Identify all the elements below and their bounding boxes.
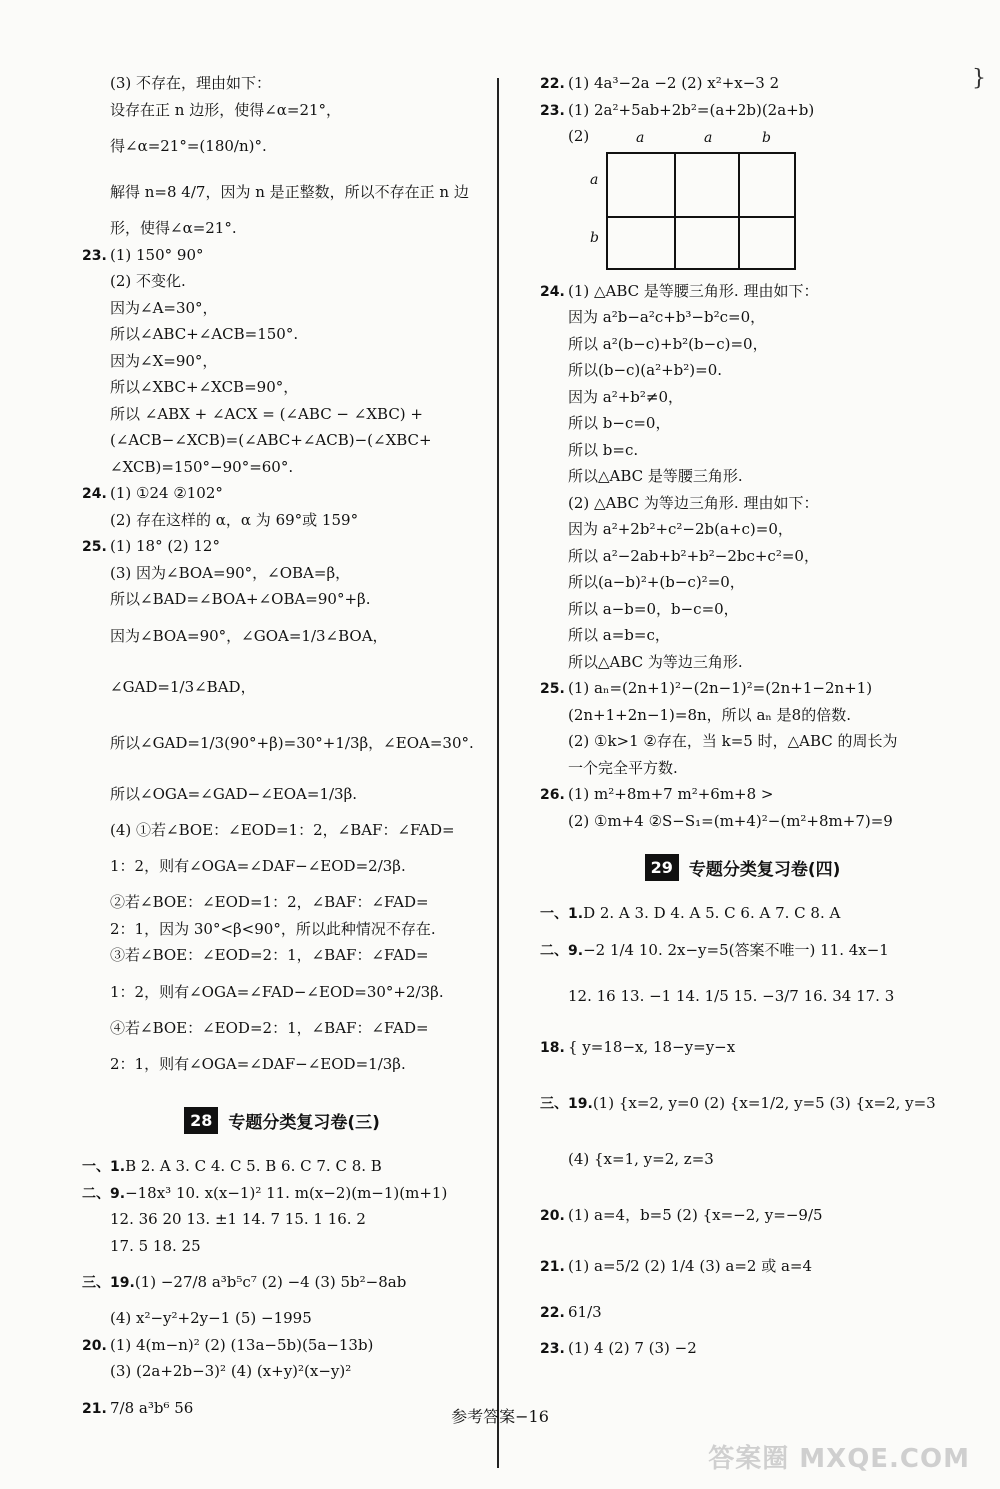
answer-text: 所以∠ABC+∠ACB=150°. [110, 325, 299, 343]
answer-line [540, 596, 945, 623]
column-divider [497, 78, 499, 1468]
answer-line [540, 1075, 945, 1131]
answer-text: 所以(a−b)²+(b−c)²=0， [568, 573, 745, 591]
answer-text: (1) a=4，b=5 (2) {x=−2, y=−9/5 [568, 1205, 823, 1224]
answer-line [82, 454, 482, 481]
answer-line [540, 123, 945, 150]
answer-line [82, 401, 482, 428]
answer-text: 得∠α=21°=(180/n)°. [110, 137, 267, 155]
answer-line [540, 384, 945, 411]
answer-text: (2) 存在这样的 α，α 为 69°或 159° [110, 510, 359, 529]
answer-text: 所以 a=b=c， [568, 626, 670, 644]
answer-text: D 2. A 3. D 4. A 5. C 6. A 7. C 8. A [583, 904, 841, 922]
answer-text: 所以 a²(b−c)+b²(b−c)=0， [568, 334, 768, 353]
answer-text: 一个完全平方数. [568, 758, 678, 777]
answer-text: 设存在正 n 边形，使得∠α=21°， [110, 100, 342, 119]
answer-text: (3) (2a+2b−3)² (4) (x+y)²(x−y)² [110, 1362, 352, 1380]
right-column [540, 70, 945, 1361]
answer-line [82, 659, 482, 715]
answer-line [540, 1019, 945, 1075]
rectangle-grid-figure [590, 129, 846, 272]
answer-line [540, 569, 945, 596]
answer-text: (4) ①若∠BOE：∠EOD=1：2，∠BAF：∠FAD= [110, 820, 455, 839]
answer-line [540, 808, 945, 835]
grid-outline [606, 152, 796, 270]
question-number: 23. [82, 247, 107, 264]
answer-line [540, 278, 945, 305]
question-number: 二、9. [540, 942, 584, 959]
answer-line [82, 586, 482, 613]
answer-line [82, 348, 482, 375]
answer-text: (2) ①m+4 ②S−S₁=(m+4)²−(m²+8m+7)=9 [568, 811, 893, 830]
question-number: 22. [540, 1304, 565, 1321]
answer-text: (2) [568, 127, 590, 145]
answer-text: (4) {x=1, y=2, z=3 [568, 1149, 714, 1168]
section-number: 28 [184, 1107, 218, 1134]
answer-line [82, 97, 482, 124]
answer-line [540, 490, 945, 517]
right-answers-2 [540, 278, 945, 835]
grid-line [674, 154, 676, 268]
answer-text: 1：2，则有∠OGA=∠DAF−∠EOD=2/3β. [110, 857, 406, 875]
answer-line [540, 675, 945, 702]
answer-line [540, 1131, 945, 1187]
grid-line [738, 154, 740, 268]
answer-text: (1) m²+8m+7 m²+6m+8 > [568, 785, 774, 803]
watermark-logo: 答案圈 MXQE.COM [708, 1444, 970, 1474]
answer-line [540, 973, 945, 1019]
left-column [82, 70, 482, 1431]
answer-text: B 2. A 3. C 4. C 5. B 6. C 7. C 8. B [125, 1157, 382, 1175]
question-number: 26. [540, 787, 565, 803]
answer-line [82, 715, 482, 771]
question-number: 22. [540, 76, 565, 92]
answer-line [82, 1332, 482, 1359]
answer-line [82, 560, 482, 587]
answer-line [540, 357, 945, 384]
answer-line [82, 1233, 482, 1260]
answer-line [540, 304, 945, 331]
answer-line [82, 1015, 482, 1042]
answer-text: (3) 因为∠BOA=90°，∠OBA=β， [110, 563, 351, 582]
answer-line [82, 1180, 482, 1207]
answer-line [82, 969, 482, 1015]
answer-line [82, 169, 482, 215]
answer-text: { y=18−x, 18−y=y−x [568, 1037, 736, 1056]
question-number: 23. [540, 102, 565, 119]
answer-line [82, 268, 482, 295]
answer-line [82, 613, 482, 659]
question-number: 24. [540, 283, 565, 300]
answer-line [540, 70, 945, 97]
question-number: 三、19. [540, 1095, 593, 1112]
answer-text: 所以 a²−2ab+b²+b²−2bc+c²=0， [568, 546, 819, 565]
answer-text: (2) △ABC 为等边三角形. 理由如下： [568, 493, 819, 512]
section-28-title [82, 1093, 482, 1147]
label-a-left: a [590, 171, 599, 188]
answer-line [540, 1243, 945, 1289]
answer-line [82, 242, 482, 269]
answer-text: 因为∠A=30°， [110, 298, 218, 317]
section-number: 29 [645, 854, 679, 881]
answer-text: 因为∠X=90°， [110, 351, 218, 370]
answer-text: 所以△ABC 是等腰三角形. [568, 467, 743, 485]
answer-text: (1) 4(m−n)² (2) (13a−5b)(5a−13b) [110, 1335, 374, 1354]
question-number: 一、1. [540, 906, 584, 922]
answer-text: 形，使得∠α=21°. [110, 219, 237, 237]
answer-text: ∠XCB)=150°−90°=60°. [110, 457, 294, 476]
answer-line [82, 1153, 482, 1180]
answer-text: (4) x²−y²+2y−1 (5) −1995 [110, 1309, 312, 1327]
answer-line [82, 480, 482, 507]
answer-line [82, 1305, 482, 1332]
answer-text: 17. 5 18. 25 [110, 1236, 201, 1255]
answer-line [82, 843, 482, 889]
answer-line [82, 942, 482, 969]
answer-text: 61/3 [568, 1302, 602, 1321]
answer-text: 12. 16 13. −1 14. 1/5 15. −3/7 16. 34 17. 3 [568, 986, 895, 1005]
answer-text: 所以 a−b=0，b−c=0， [568, 599, 739, 618]
answer-text: ②若∠BOE：∠EOD=1：2，∠BAF：∠FAD= [110, 893, 429, 911]
section-name: 专题分类复习卷(四) [688, 859, 841, 880]
answer-text: (1) {x=2, y=0 (2) {x=1/2, y=5 (3) {x=2, y=3 [592, 1093, 936, 1112]
answer-text: (1) △ABC 是等腰三角形. 理由如下： [568, 281, 819, 300]
answer-text: 7/8 a³b⁶ 56 [110, 1398, 194, 1417]
answer-text: 所以∠GAD=1/3(90°+β)=30°+1/3β，∠EOA=30°. [110, 733, 474, 752]
answer-line [540, 410, 945, 437]
section-29-answers [540, 900, 945, 1361]
answer-text: 所以∠XBC+∠XCB=90°， [110, 378, 299, 396]
answer-text: 所以(b−c)(a²+b²)=0. [568, 361, 722, 379]
answer-text: (1) ①24 ②102° [110, 484, 223, 502]
answer-text: 所以 b−c=0， [568, 414, 671, 432]
answer-text: (2n+1+2n−1)=8n，所以 aₙ 是8的倍数. [568, 705, 851, 724]
question-number: 25. [540, 681, 565, 697]
question-number: 二、9. [82, 1185, 126, 1202]
answer-text: 所以 ∠ABX + ∠ACX = (∠ABC − ∠XBC) + [110, 404, 423, 423]
answer-line [82, 916, 482, 943]
question-number: 21. [82, 1400, 107, 1417]
answer-text: ∠GAD=1/3∠BAD， [110, 677, 256, 696]
answer-line [82, 889, 482, 916]
answer-line [540, 900, 945, 927]
answer-line [82, 70, 482, 97]
answer-line [82, 1259, 482, 1305]
answer-text: ④若∠BOE：∠EOD=2：1，∠BAF：∠FAD= [110, 1018, 429, 1037]
edge-mark: } [972, 66, 986, 91]
answer-line [82, 123, 482, 169]
answer-line [82, 321, 482, 348]
answer-text: 所以△ABC 为等边三角形. [568, 652, 743, 671]
answer-text: 因为 a²+2b²+c²−2b(a+c)=0， [568, 520, 793, 538]
answer-text: 因为∠BOA=90°，∠GOA=1/3∠BOA， [110, 626, 388, 645]
question-number: 20. [540, 1207, 565, 1224]
section-29-title [540, 840, 945, 894]
answer-line [82, 533, 482, 560]
right-answers [540, 70, 945, 150]
question-number: 24. [82, 486, 107, 502]
answer-line [540, 463, 945, 490]
left-answers [82, 70, 482, 1087]
answer-text: 所以∠OGA=∠GAD−∠EOA=1/3β. [110, 784, 358, 803]
answer-line [82, 507, 482, 534]
label-b-top: b [762, 129, 771, 146]
answer-text: 因为 a²+b²≠0， [568, 387, 684, 406]
answer-line [540, 755, 945, 782]
answer-text: (3) 不存在，理由如下： [110, 74, 272, 92]
answer-line [82, 1206, 482, 1233]
answer-line [540, 781, 945, 808]
answer-line [540, 516, 945, 543]
answer-text: 所以∠BAD=∠BOA+∠OBA=90°+β. [110, 590, 371, 608]
question-number: 25. [82, 539, 107, 555]
answer-line [540, 927, 945, 973]
answer-line [540, 331, 945, 358]
answer-line [82, 215, 482, 242]
answer-text: 解得 n=8 4/7，因为 n 是正整数，所以不存在正 n 边 [110, 183, 469, 201]
question-number: 一、1. [82, 1159, 126, 1175]
question-number: 23. [540, 1340, 565, 1357]
answer-line [540, 1335, 945, 1362]
answer-text: 12. 36 20 13. ±1 14. 7 15. 1 16. 2 [110, 1210, 366, 1228]
answer-line [82, 295, 482, 322]
answer-line [540, 437, 945, 464]
answer-text: 2：1，因为 30°<β<90°，所以此种情况不存在. [110, 919, 436, 938]
answer-line [540, 543, 945, 570]
section-28-answers [82, 1153, 482, 1431]
page-footer: 参考答案−16 [451, 1407, 549, 1426]
label-a-top-1: a [636, 129, 645, 146]
answer-text: (1) −27/8 a³b⁵c⁷ (2) −4 (3) 5b²−8ab [134, 1273, 407, 1291]
answer-text: (∠ACB−∠XCB)=(∠ABC+∠ACB)−(∠XBC+ [110, 431, 432, 449]
answer-text: (1) a=5/2 (2) 1/4 (3) a=2 或 a=4 [568, 1256, 813, 1275]
answer-text: −18x³ 10. x(x−1)² 11. m(x−2)(m−1)(m+1) [125, 1183, 448, 1202]
answer-line [82, 1358, 482, 1385]
question-number: 21. [540, 1258, 565, 1275]
answer-line [82, 771, 482, 817]
answer-text: (2) ①k>1 ②存在，当 k=5 时，△ABC 的周长为 [568, 732, 898, 750]
label-b-left: b [590, 229, 599, 246]
grid-line [608, 216, 794, 218]
answer-text: 所以 b=c. [568, 440, 639, 459]
answer-line [540, 649, 945, 676]
answer-line [540, 1187, 945, 1243]
answer-line [82, 374, 482, 401]
answer-line [540, 728, 945, 755]
answer-line [82, 427, 482, 454]
answer-text: (1) 150° 90° [110, 245, 204, 264]
answer-text: 2：1，则有∠OGA=∠DAF−∠EOD=1/3β. [110, 1055, 406, 1073]
question-number: 三、19. [82, 1275, 135, 1291]
answer-line [540, 622, 945, 649]
answer-line [540, 1289, 945, 1335]
answer-text: 1：2，则有∠OGA=∠FAD−∠EOD=30°+2/3β. [110, 982, 444, 1001]
answer-text: ③若∠BOE：∠EOD=2：1，∠BAF：∠FAD= [110, 946, 429, 964]
answer-text: (1) 4 (2) 7 (3) −2 [568, 1338, 697, 1357]
answer-line [82, 817, 482, 844]
section-name: 专题分类复习卷(三) [228, 1112, 380, 1133]
answer-line [82, 1041, 482, 1087]
answer-text: (1) aₙ=(2n+1)²−(2n−1)²=(2n+1−2n+1) [568, 679, 873, 697]
answer-text: 因为 a²b−a²c+b³−b²c=0， [568, 308, 766, 326]
question-number: 20. [82, 1337, 107, 1354]
label-a-top-2: a [704, 129, 713, 146]
question-number: 18. [540, 1039, 565, 1056]
answer-line [540, 702, 945, 729]
answer-text: (1) 4a³−2a −2 (2) x²+x−3 2 [568, 74, 780, 92]
answer-line [540, 97, 945, 124]
answer-text: (1) 18° (2) 12° [110, 537, 220, 555]
answer-text: (1) 2a²+5ab+2b²=(a+2b)(2a+b) [568, 100, 815, 119]
answer-text: (2) 不变化. [110, 272, 186, 290]
answer-text: −2 1/4 10. 2x−y=5(答案不唯一) 11. 4x−1 [583, 940, 889, 959]
